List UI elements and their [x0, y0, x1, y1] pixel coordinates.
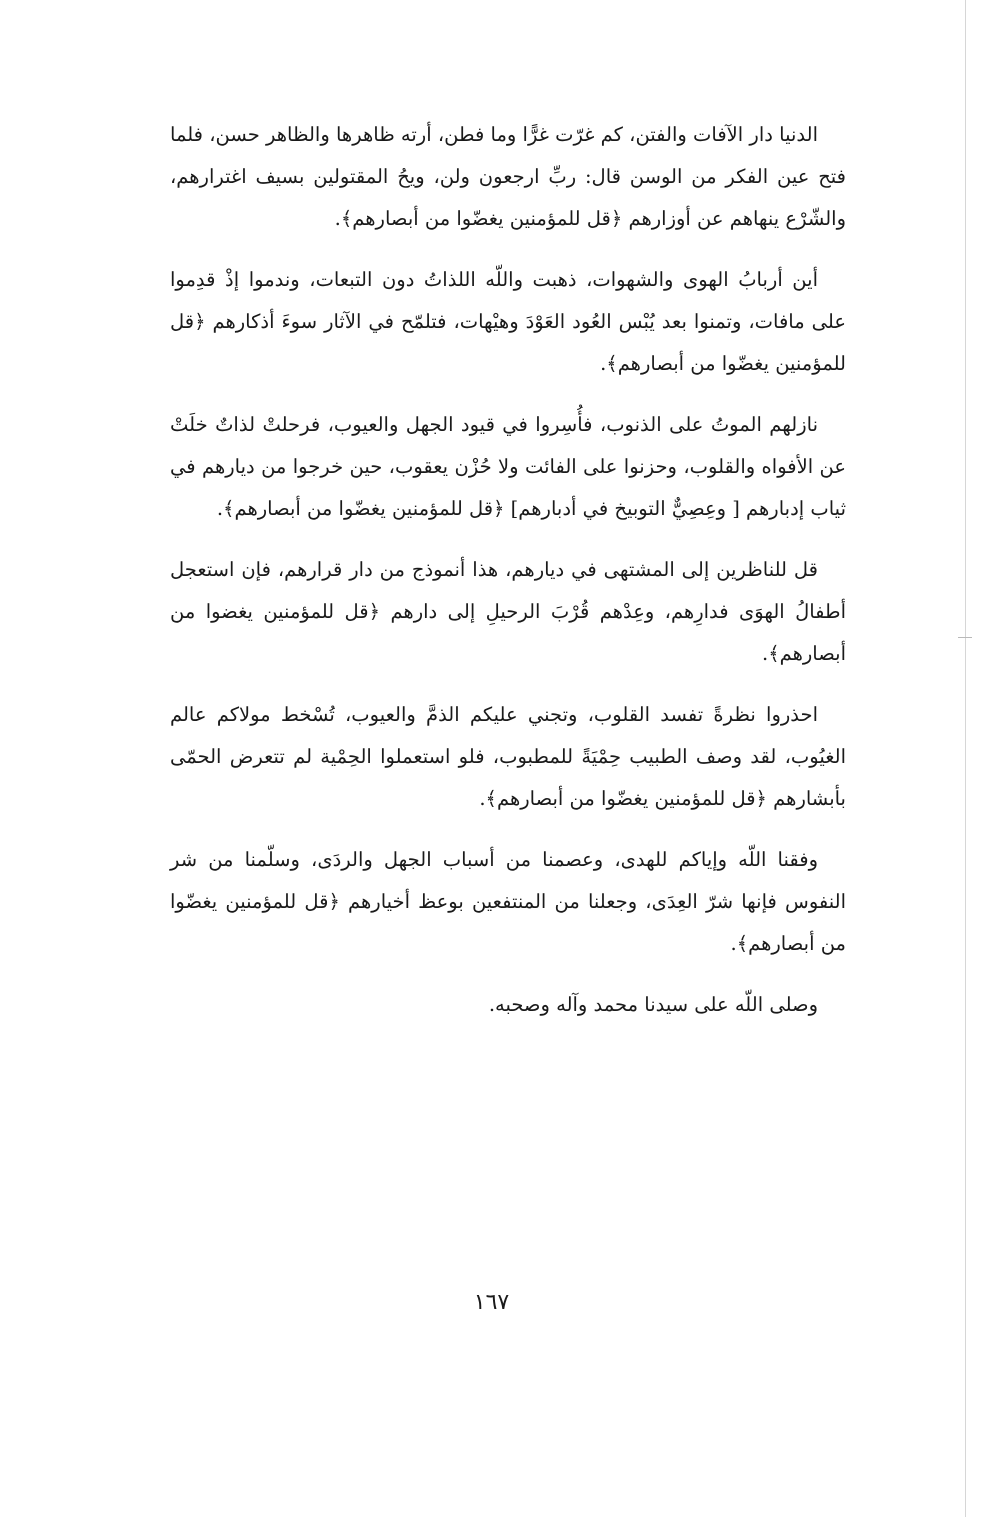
scan-margin-tick: [958, 637, 972, 638]
paragraph-4: قل للناظرين إلى المشتهى في ديارهم، هذا أنموذج من دار قرارهم، فإن استعجل أطفالُ الهوَى فدارِهم، وعِدْهم قُرْبَ الرحيلِ إلى دارهم ﴿قل للمؤمنين يغضوا من أبصارهم﴾.: [170, 558, 846, 665]
page-number: ١٦٧: [473, 1290, 510, 1315]
paragraph-6: وفقنا اللّه وإياكم للهدى، وعصمنا من أسباب الجهل والردَى، وسلّمنا من شر النفوس فإنها شرّ العِدَى، وجعلنا من المنتفعين بوعظ أخيارهم ﴿قل للمؤمنين يغضّوا من أبصارهم﴾.: [170, 848, 847, 955]
paragraph-3: نازلهم الموتُ على الذنوب، فأُسِروا في قيود الجهل والعيوب، فرحلتْ لذاتٌ خلَتْ عن الأفواه والقلوب، وحزنوا على الفائت ولا حُزْن يعقوب، حين خرجوا من ديارهم في ثياب إدبارهم [ وعِصِيٌّ التوبيخ في أدبارهم] ﴿قل للمؤمنين يغضّوا من أبصارهم﴾.: [170, 413, 846, 520]
paragraph-1: الدنيا دار الآفات والفتن، كم غرّت غرًّا وما فطن، أرته ظاهرها والظاهر حسن، فلما فتح عين الفكر من الوسن قال: ربِّ ارجعون ولن، ويحُ المقتولين بسيف اغترارهم، والشّرْع ينهاهم عن أوزارهم ﴿قل للمؤمنين يغضّوا من أبصارهم﴾.: [170, 123, 846, 230]
page-body: [170, 114, 846, 1045]
closing-line: وصلى اللّه على سيدنا محمد وآله وصحبه.: [488, 993, 818, 1016]
paragraph-5: احذروا نظرةً تفسد القلوب، وتجني عليكم الذمَّ والعيوب، تُسْخط مولاكم عالم الغيُوب، لقد وصف الطبيب حِمْيَةً للمطبوب، فلو استعملوا الحِمْية لم تتعرض الحمّى بأبشارهم ﴿قل للمؤمنين يغضّوا من أبصارهم﴾.: [170, 703, 846, 810]
paragraph-2: أين أربابُ الهوى والشهوات، ذهبت واللّه اللذاتُ دون التبعات، وندموا إذْ قدِموا على مافات، وتمنوا بعد يُبْس العُود العَوْدَ وهيْهات، فتلمّح في الآثار سوءَ أذكارهم ﴿قل للمؤمنين يغضّوا من أبصارهم﴾.: [170, 268, 846, 375]
